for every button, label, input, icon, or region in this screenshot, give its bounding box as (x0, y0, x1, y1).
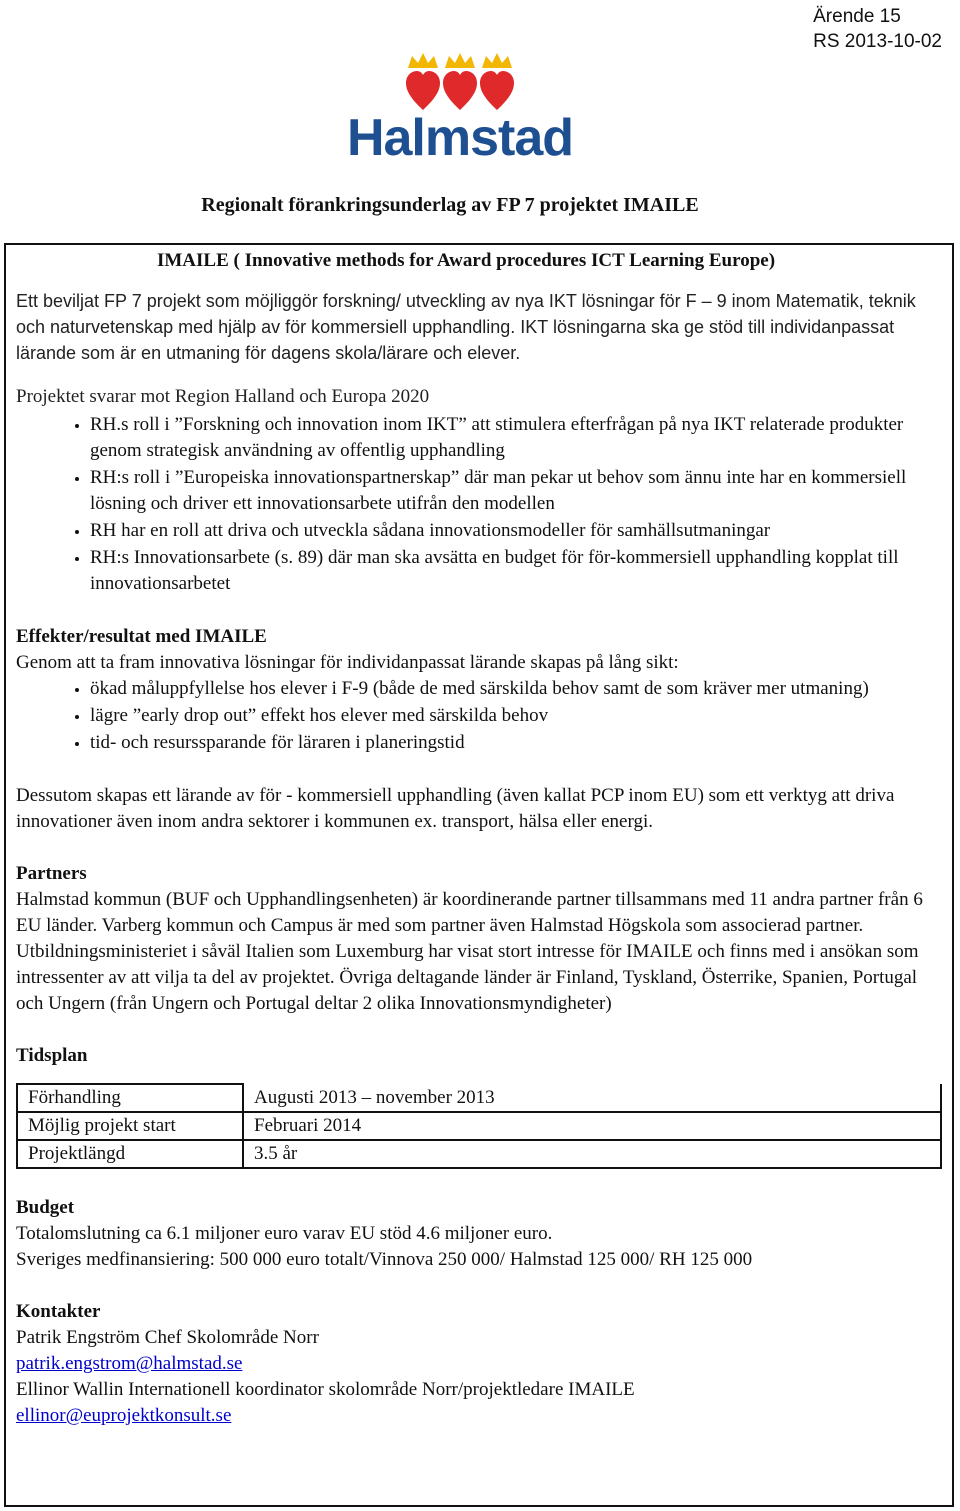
region-list (16, 412, 946, 597)
page-title: Regionalt förankringsunderlag av FP 7 projektet IMAILE (201, 194, 699, 216)
timeline-table (16, 1083, 942, 1169)
rs-date: RS 2013-10-02 (813, 31, 942, 52)
contacts-heading: Kontakter (16, 1301, 101, 1322)
timeline-label: Projektlängd (17, 1140, 243, 1168)
intro-paragraph: Ett beviljat FP 7 projekt som möjliggör forskning/ utveckling av nya IKT lösningar för F – 9 inom Matematik, teknik och naturvetenskap med hjälp av för kommersiell upphandling. IKT lösningarna ska ge stöd till individanpassat lärande som är en utmaning för dagens skola/lärare och elever. (16, 291, 916, 363)
contact-email-link-2[interactable]: ellinor@euprojektkonsult.se (16, 1405, 232, 1426)
budget-heading: Budget (16, 1197, 75, 1218)
effects-list (16, 676, 946, 756)
partners-text: Halmstad kommun (BUF och Upphandlingsenheten) är koordinerande partner tillsammans med 11 andra partner från 6 EU länder. Varberg kommun och Campus är med som partner även Halmstad Högskola som associerad partner. Utbildningsministeriet i såväl Italien som Luxemburg har visat stort intresse för IMAILE och finns med i ansökan som intressenter av att vilja ta del av projektet. Övriga deltagande länder är Finland, Tyskland, Österrike, Spanien, Portugal och Ungern (från Ungern och Portugal deltar 2 olika Innovationsmyndigheter) (16, 889, 923, 1014)
budget-cofinancing: Sveriges medfinansiering: 500 000 euro totalt/Vinnova 250 000/ Halmstad 125 000/ RH 125 000 (16, 1249, 753, 1270)
list-item: • RH.s roll i ”Forskning och innovation inom IKT” att stimulera efterfrågan på nya IKT relaterade produkter genom strategisk användning av offentlig upphandling (90, 412, 946, 464)
list-item: • RH:s Innovationsarbete (s. 89) där man ska avsätta en budget för för-kommersiell upphandling kopplat till innovationsarbetet (90, 545, 946, 597)
contact-person-2: Ellinor Wallin Internationell koordinator skolområde Norr/projektledare IMAILE (16, 1379, 635, 1400)
table-row (17, 1084, 941, 1112)
contact-person-1: Patrik Engström Chef Skolområde Norr (16, 1327, 319, 1348)
halmstad-logo (330, 50, 590, 168)
table-row (17, 1140, 941, 1168)
project-subtitle: IMAILE ( Innovative methods for Award procedures ICT Learning Europe) (156, 250, 776, 271)
list-item: • lägre ”early drop out” effekt hos elever med särskilda behov (90, 703, 946, 729)
timeline-label: Möjlig projekt start (17, 1112, 243, 1140)
list-item: • ökad måluppfyllelse hos elever i F-9 (både de med särskilda behov samt de som kräver mer utmaning) (90, 676, 946, 702)
timeline-value: Februari 2014 (243, 1112, 941, 1140)
timeline-heading: Tidsplan (16, 1045, 88, 1066)
list-item: • RH:s roll i ”Europeiska innovationspartnerskap” där man pekar ut behov som ännu inte har en kommersiell lösning och driver ett innovationsarbete utifrån den modellen (90, 465, 946, 517)
document-body (16, 248, 946, 1429)
crowned-hearts-icon (330, 50, 590, 112)
effects-lead: Genom att ta fram innovativa lösningar för individanpassat lärande skapas på lång sikt: (16, 652, 679, 673)
timeline-value: 3.5 år (243, 1140, 941, 1168)
contact-email-link-1[interactable]: patrik.engstrom@halmstad.se (16, 1353, 243, 1374)
partners-heading: Partners (16, 863, 87, 884)
logo-text: Halmstad (346, 109, 574, 167)
arende-number: Ärende 15 (813, 6, 901, 27)
list-item: • RH har en roll att driva och utveckla sådana innovationsmodeller för samhällsutmaningar (90, 518, 946, 544)
document-meta (813, 4, 942, 54)
budget-total: Totalomslutning ca 6.1 miljoner euro varav EU stöd 4.6 miljoner euro. (16, 1223, 553, 1244)
region-heading: Projektet svarar mot Region Halland och Europa 2020 (16, 386, 430, 407)
timeline-label: Förhandling (17, 1084, 243, 1112)
table-row (17, 1112, 941, 1140)
timeline-value: Augusti 2013 – november 2013 (243, 1084, 941, 1112)
effects-extra: Dessutom skapas ett lärande av för - kommersiell upphandling (även kallat PCP inom EU) som ett verktyg att driva innovationer även inom andra sektorer i kommunen ex. transport, hälsa eller energi. (16, 785, 895, 832)
list-item: • tid- och resurssparande för läraren i planeringstid (90, 730, 946, 756)
effects-heading: Effekter/resultat med IMAILE (16, 626, 267, 647)
